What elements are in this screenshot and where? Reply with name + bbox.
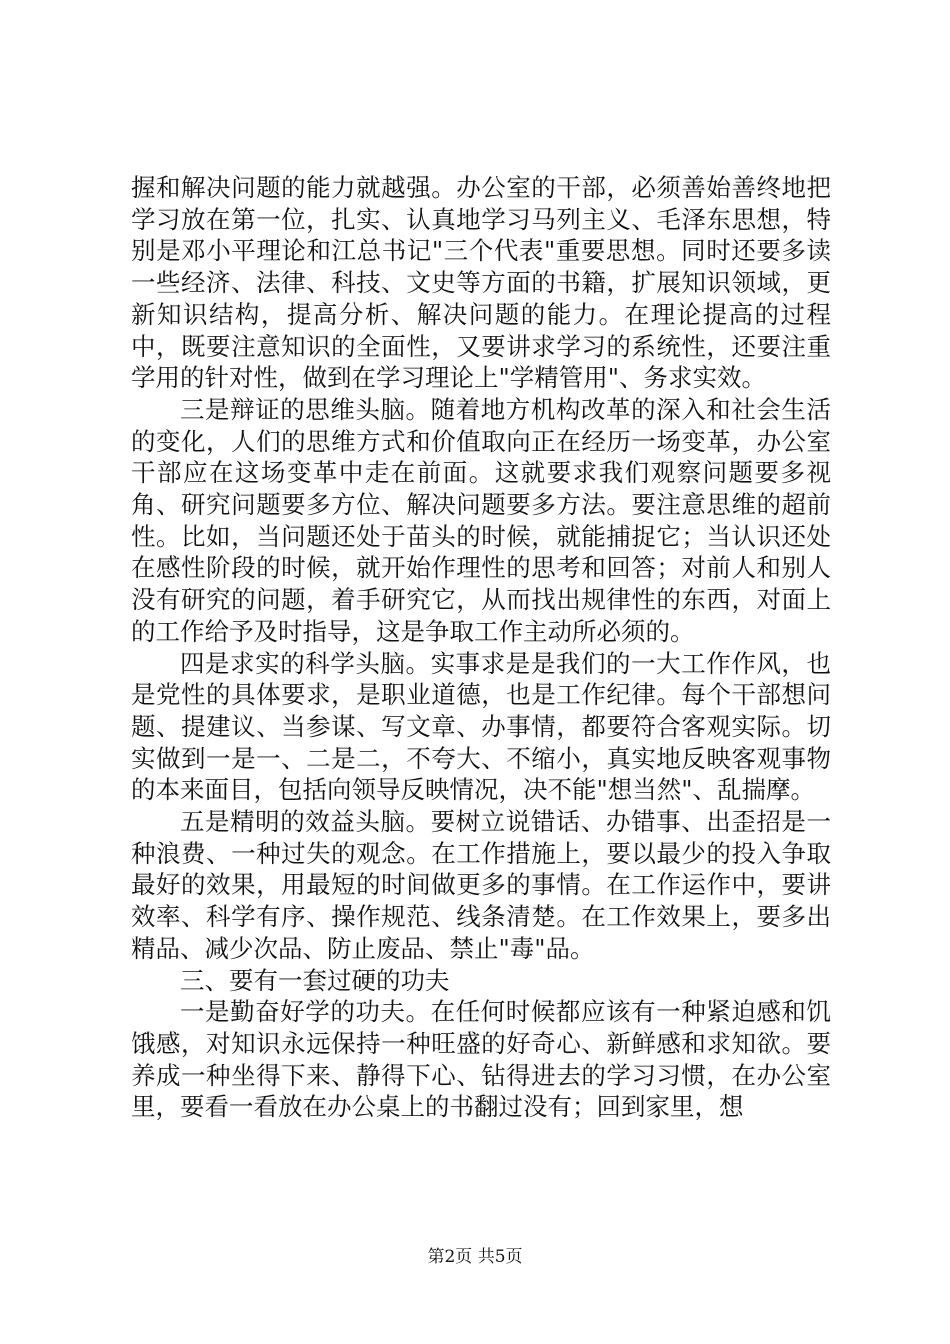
section-heading: 三、要有一套过硬的功夫	[180, 965, 450, 995]
paragraph-4: 五是精明的效益头脑。要树立说错话、办错事、出歪招是一种浪费、一种过失的观念。在工作措施上，要以最少的投入争取最好的效果，用最短的时间做更多的事情。在工作运作中，要讲效率、科学有序、操作规范、线条清楚。在工作效果上，要多出精品、减少次品、防止废品、禁止"毒"品。	[131, 807, 831, 963]
page-number-footer: 第2页 共5页	[427, 1247, 523, 1267]
body-text	[131, 172, 831, 1123]
paragraph-1: 握和解决问题的能力就越强。办公室的干部，必须善始善终地把学习放在第一位，扎实、认真地学习马列主义、毛泽东思想，特别是邓小平理论和江总书记"三个代表"重要思想。同时还要多读一些经济、法律、科技、文史等方面的书籍，扩展知识领域，更新知识结构，提高分析、解决问题的能力。在理论提高的过程中，既要注意知识的全面性，又要讲求学习的系统性，还要注重学用的针对性，做到在学习理论上"学精管用"、务求实效。	[131, 173, 831, 393]
paragraph-3: 四是求实的科学头脑。实事求是是我们的一大工作作风，也是党性的具体要求，是职业道德，也是工作纪律。每个干部想问题、提建议、当参谋、写文章、办事情，都要符合客观实际。切实做到一是一、二是二，不夸大、不缩小，真实地反映客观事物的本来面目，包括向领导反映情况，决不能"想当然"、乱揣摩。	[131, 648, 831, 805]
paragraph-5: 一是勤奋好学的功夫。在任何时候都应该有一种紧迫感和饥饿感，对知识永远保持一种旺盛的好奇心、新鲜感和求知欲。要养成一种坐得下来、静得下心、钻得进去的学习习惯，在办公室里，要看一看放在办公桌上的书翻过没有；回到家里，想	[131, 997, 831, 1122]
paragraph-2: 三是辩证的思维头脑。随着地方机构改革的深入和社会生活的变化，人们的思维方式和价值取向正在经历一场变革，办公室干部应在这场变革中走在前面。这就要求我们观察问题要多视角、研究问题要多方位、解决问题要多方法。要注意思维的超前性。比如，当问题还处于苗头的时候，就能捕捉它；当认识还处在感性阶段的时候，就开始作理性的思考和回答；对前人和别人没有研究的问题，着手研究它，从而找出规律性的东西，对面上的工作给予及时指导，这是争取工作主动所必须的。	[131, 394, 831, 646]
